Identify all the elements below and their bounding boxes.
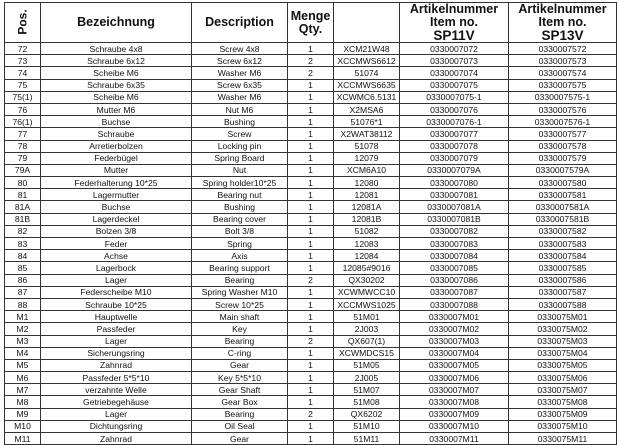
cell-sp13v: 0330007573	[509, 55, 617, 67]
cell-item-id: 51M05	[334, 359, 400, 371]
cell-item-id: X2MSA6	[334, 103, 400, 115]
table-row	[5, 384, 617, 396]
cell-bezeichnung: Mutter	[41, 164, 192, 176]
cell-qty: 1	[288, 420, 334, 432]
cell-description: Gear Box	[192, 396, 288, 408]
table-row	[5, 103, 617, 115]
cell-sp11v: 0330007088	[400, 298, 509, 310]
cell-qty: 2	[288, 67, 334, 79]
cell-sp13v: 0330075M01	[509, 311, 617, 323]
table-row	[5, 420, 617, 432]
cell-pos: M4	[5, 347, 41, 359]
table-row	[5, 286, 617, 298]
cell-bezeichnung: Federhalterung 10*25	[41, 177, 192, 189]
cell-pos: 75(1)	[5, 91, 41, 103]
cell-description: Nut	[192, 164, 288, 176]
table-row	[5, 152, 617, 164]
cell-sp13v: 0330075M10	[509, 420, 617, 432]
cell-qty: 2	[288, 55, 334, 67]
cell-item-id: X2WAT38112	[334, 128, 400, 140]
cell-bezeichnung: Buchse	[41, 116, 192, 128]
table-row	[5, 140, 617, 152]
cell-sp13v: 0330007584	[509, 250, 617, 262]
cell-qty: 1	[288, 177, 334, 189]
cell-pos: 86	[5, 274, 41, 286]
cell-description: Spring	[192, 238, 288, 250]
table-row	[5, 262, 617, 274]
cell-description: Nut M6	[192, 103, 288, 115]
cell-pos: 88	[5, 298, 41, 310]
cell-sp13v: 0330007575-1	[509, 91, 617, 103]
cell-bezeichnung: Passfeder	[41, 323, 192, 335]
cell-sp13v: 0330075M03	[509, 335, 617, 347]
cell-bezeichnung: Passfeder 5*5*10	[41, 372, 192, 384]
table-row	[5, 335, 617, 347]
cell-item-id: 51M10	[334, 420, 400, 432]
cell-description: Screw 6x35	[192, 79, 288, 91]
table-row	[5, 359, 617, 371]
cell-item-id: XCCMWS6635	[334, 79, 400, 91]
cell-sp11v: 0330007M02	[400, 323, 509, 335]
cell-qty: 2	[288, 335, 334, 347]
cell-sp13v: 0330007578	[509, 140, 617, 152]
cell-item-id: 51M08	[334, 396, 400, 408]
cell-qty: 1	[288, 225, 334, 237]
cell-sp13v: 0330007574	[509, 67, 617, 79]
cell-description: Screw 10*25	[192, 298, 288, 310]
cell-sp13v: 0330007577	[509, 128, 617, 140]
table-row	[5, 55, 617, 67]
cell-qty: 1	[288, 213, 334, 225]
cell-item-id: QX30202	[334, 274, 400, 286]
cell-qty: 1	[288, 311, 334, 323]
cell-sp13v: 0330007582	[509, 225, 617, 237]
cell-description: Spring Washer M10	[192, 286, 288, 298]
cell-item-id: XCCMWS6612	[334, 55, 400, 67]
cell-pos: 74	[5, 67, 41, 79]
cell-bezeichnung: Lagermutter	[41, 189, 192, 201]
cell-description: C-ring	[192, 347, 288, 359]
cell-sp11v: 0330007084	[400, 250, 509, 262]
cell-sp13v: 0330007581B	[509, 213, 617, 225]
cell-sp11v: 0330007081	[400, 189, 509, 201]
cell-item-id: 12085#9016	[334, 262, 400, 274]
cell-item-id: 12083	[334, 238, 400, 250]
cell-sp11v: 0330007076-1	[400, 116, 509, 128]
cell-bezeichnung: Feder	[41, 238, 192, 250]
cell-bezeichnung: Hauptwelle	[41, 311, 192, 323]
cell-pos: 81B	[5, 213, 41, 225]
table-row	[5, 128, 617, 140]
table-row	[5, 116, 617, 128]
cell-item-id: 51078	[334, 140, 400, 152]
cell-pos: 78	[5, 140, 41, 152]
table-row	[5, 323, 617, 335]
cell-item-id: XCWMC6.5131	[334, 91, 400, 103]
cell-qty: 1	[288, 347, 334, 359]
table-row	[5, 213, 617, 225]
table-row	[5, 91, 617, 103]
cell-bezeichnung: Schraube 4x8	[41, 43, 192, 55]
cell-pos: 76(1)	[5, 116, 41, 128]
table-row	[5, 347, 617, 359]
cell-description: Bearing cover	[192, 213, 288, 225]
table-row	[5, 79, 617, 91]
cell-bezeichnung: Schraube 6x12	[41, 55, 192, 67]
cell-description: Bearing	[192, 274, 288, 286]
cell-sp13v: 0330007575	[509, 79, 617, 91]
cell-item-id: 12081B	[334, 213, 400, 225]
cell-qty: 1	[288, 189, 334, 201]
cell-pos: M9	[5, 408, 41, 420]
cell-bezeichnung: Schraube 6x35	[41, 79, 192, 91]
cell-item-id: 2J005	[334, 372, 400, 384]
cell-description: Main shaft	[192, 311, 288, 323]
cell-item-id: 2J003	[334, 323, 400, 335]
cell-sp13v: 0330075M04	[509, 347, 617, 359]
cell-sp11v: 0330007M05	[400, 359, 509, 371]
cell-sp13v: 0330007581	[509, 189, 617, 201]
cell-description: Bearing	[192, 408, 288, 420]
cell-item-id: XCWMDCS15	[334, 347, 400, 359]
cell-qty: 1	[288, 152, 334, 164]
header-bezeichnung: Bezeichnung	[41, 3, 192, 43]
header-sp13v: Artikelnummer Item no. SP13V	[509, 3, 617, 43]
cell-sp13v: 0330075M02	[509, 323, 617, 335]
cell-description: Washer M6	[192, 67, 288, 79]
cell-description: Oil Seal	[192, 420, 288, 432]
cell-sp13v: 0330007587	[509, 286, 617, 298]
cell-sp11v: 0330007079A	[400, 164, 509, 176]
cell-pos: 82	[5, 225, 41, 237]
table-row	[5, 372, 617, 384]
cell-sp11v: 0330007076	[400, 103, 509, 115]
cell-bezeichnung: Lager	[41, 274, 192, 286]
cell-sp13v: 0330075M07	[509, 384, 617, 396]
parts-table-body	[5, 43, 617, 445]
table-row	[5, 408, 617, 420]
table-row	[5, 177, 617, 189]
cell-item-id: 51076*1	[334, 116, 400, 128]
cell-description: Gear	[192, 433, 288, 445]
cell-qty: 1	[288, 43, 334, 55]
cell-qty: 1	[288, 116, 334, 128]
cell-pos: M6	[5, 372, 41, 384]
cell-sp13v: 0330007572	[509, 43, 617, 55]
table-row	[5, 250, 617, 262]
cell-qty: 1	[288, 128, 334, 140]
cell-pos: M2	[5, 323, 41, 335]
cell-qty: 1	[288, 359, 334, 371]
cell-qty: 1	[288, 396, 334, 408]
header-pos: Pos.	[5, 3, 41, 43]
cell-sp13v: 0330007576-1	[509, 116, 617, 128]
cell-sp11v: 0330007087	[400, 286, 509, 298]
cell-sp11v: 0330007M11	[400, 433, 509, 445]
cell-pos: 73	[5, 55, 41, 67]
cell-pos: 85	[5, 262, 41, 274]
cell-sp11v: 0330007085	[400, 262, 509, 274]
cell-item-id: 51074	[334, 67, 400, 79]
cell-item-id: 12081A	[334, 201, 400, 213]
cell-bezeichnung: Arretierbolzen	[41, 140, 192, 152]
cell-qty: 1	[288, 164, 334, 176]
header-row	[5, 3, 617, 43]
table-row	[5, 201, 617, 213]
cell-bezeichnung: Schraube	[41, 128, 192, 140]
table-row	[5, 298, 617, 310]
cell-item-id: 12081	[334, 189, 400, 201]
cell-qty: 2	[288, 274, 334, 286]
cell-sp11v: 0330007075-1	[400, 91, 509, 103]
cell-bezeichnung: Scheibe M6	[41, 67, 192, 79]
parts-table	[4, 2, 617, 445]
cell-description: Key 5*5*10	[192, 372, 288, 384]
cell-description: Washer M6	[192, 91, 288, 103]
cell-pos: 84	[5, 250, 41, 262]
cell-pos: 79A	[5, 164, 41, 176]
cell-sp13v: 0330007586	[509, 274, 617, 286]
cell-qty: 1	[288, 91, 334, 103]
cell-sp11v: 0330007081B	[400, 213, 509, 225]
cell-bezeichnung: Federbügel	[41, 152, 192, 164]
cell-description: Bearing	[192, 335, 288, 347]
cell-bezeichnung: Zahnrad	[41, 433, 192, 445]
cell-sp13v: 0330075M05	[509, 359, 617, 371]
cell-pos: 81	[5, 189, 41, 201]
table-row	[5, 164, 617, 176]
cell-pos: 77	[5, 128, 41, 140]
cell-pos: M5	[5, 359, 41, 371]
cell-qty: 1	[288, 286, 334, 298]
cell-sp11v: 0330007M07	[400, 384, 509, 396]
cell-sp11v: 0330007086	[400, 274, 509, 286]
cell-pos: 80	[5, 177, 41, 189]
cell-sp11v: 0330007081A	[400, 201, 509, 213]
cell-description: Screw 6x12	[192, 55, 288, 67]
cell-bezeichnung: Bolzen 3/8	[41, 225, 192, 237]
cell-qty: 1	[288, 238, 334, 250]
cell-sp13v: 0330007579A	[509, 164, 617, 176]
cell-description: Spring Board	[192, 152, 288, 164]
cell-pos: M8	[5, 396, 41, 408]
header-item-id-blank	[334, 3, 400, 43]
header-sp11v: Artikelnummer Item no. SP11V	[400, 3, 509, 43]
cell-bezeichnung: Schraube 10*25	[41, 298, 192, 310]
cell-pos: M7	[5, 384, 41, 396]
cell-item-id: 51M11	[334, 433, 400, 445]
cell-description: Gear	[192, 359, 288, 371]
cell-description: Locking pin	[192, 140, 288, 152]
table-row	[5, 396, 617, 408]
cell-sp11v: 0330007078	[400, 140, 509, 152]
cell-bezeichnung: Lagerdeckel	[41, 213, 192, 225]
table-row	[5, 225, 617, 237]
cell-pos: 79	[5, 152, 41, 164]
cell-sp11v: 0330007M03	[400, 335, 509, 347]
cell-sp13v: 0330075M11	[509, 433, 617, 445]
cell-description: Axis	[192, 250, 288, 262]
cell-qty: 1	[288, 384, 334, 396]
cell-bezeichnung: Sicherungsring	[41, 347, 192, 359]
cell-item-id: XCM6A10	[334, 164, 400, 176]
cell-pos: 75	[5, 79, 41, 91]
cell-qty: 1	[288, 323, 334, 335]
cell-pos: 83	[5, 238, 41, 250]
cell-pos: 87	[5, 286, 41, 298]
cell-sp13v: 0330007579	[509, 152, 617, 164]
table-row	[5, 274, 617, 286]
header-description: Description	[192, 3, 288, 43]
cell-bezeichnung: Mutter M6	[41, 103, 192, 115]
cell-sp11v: 0330007M01	[400, 311, 509, 323]
cell-item-id: QX607(1)	[334, 335, 400, 347]
cell-item-id: 12084	[334, 250, 400, 262]
cell-item-id: 12080	[334, 177, 400, 189]
cell-pos: M3	[5, 335, 41, 347]
cell-sp13v: 0330007585	[509, 262, 617, 274]
cell-sp11v: 0330007075	[400, 79, 509, 91]
cell-sp13v: 0330007588	[509, 298, 617, 310]
cell-qty: 1	[288, 79, 334, 91]
cell-sp13v: 0330007580	[509, 177, 617, 189]
cell-bezeichnung: Lager	[41, 408, 192, 420]
cell-description: Bearing nut	[192, 189, 288, 201]
cell-bezeichnung: Buchse	[41, 201, 192, 213]
table-row	[5, 67, 617, 79]
cell-qty: 1	[288, 250, 334, 262]
cell-pos: 72	[5, 43, 41, 55]
cell-bezeichnung: Zahnrad	[41, 359, 192, 371]
cell-sp11v: 0330007M09	[400, 408, 509, 420]
cell-sp11v: 0330007082	[400, 225, 509, 237]
cell-sp11v: 0330007M06	[400, 372, 509, 384]
cell-bezeichnung: Getriebegehäuse	[41, 396, 192, 408]
cell-item-id: 51M01	[334, 311, 400, 323]
cell-sp11v: 0330007M04	[400, 347, 509, 359]
cell-description: Bushing	[192, 201, 288, 213]
cell-sp11v: 0330007079	[400, 152, 509, 164]
cell-qty: 1	[288, 140, 334, 152]
cell-pos: M11	[5, 433, 41, 445]
cell-sp11v: 0330007080	[400, 177, 509, 189]
cell-bezeichnung: Achse	[41, 250, 192, 262]
cell-description: Spring holder10*25	[192, 177, 288, 189]
cell-item-id: XCWMWCC10	[334, 286, 400, 298]
cell-pos: M10	[5, 420, 41, 432]
cell-sp11v: 0330007073	[400, 55, 509, 67]
table-row	[5, 238, 617, 250]
cell-sp13v: 0330075M06	[509, 372, 617, 384]
cell-qty: 2	[288, 408, 334, 420]
cell-qty: 1	[288, 262, 334, 274]
cell-bezeichnung: Lagerbock	[41, 262, 192, 274]
cell-sp11v: 0330007077	[400, 128, 509, 140]
cell-description: Screw	[192, 128, 288, 140]
header-qty: Menge Qty.	[288, 3, 334, 43]
cell-description: Bearing support	[192, 262, 288, 274]
cell-description: Key	[192, 323, 288, 335]
parts-list-sheet	[4, 2, 616, 445]
cell-bezeichnung: Lager	[41, 335, 192, 347]
cell-sp13v: 0330007576	[509, 103, 617, 115]
cell-pos: M1	[5, 311, 41, 323]
table-row	[5, 189, 617, 201]
cell-pos: 76	[5, 103, 41, 115]
cell-pos: 81A	[5, 201, 41, 213]
cell-sp13v: 0330075M08	[509, 396, 617, 408]
cell-sp13v: 0330007583	[509, 238, 617, 250]
cell-qty: 1	[288, 298, 334, 310]
cell-sp11v: 0330007072	[400, 43, 509, 55]
cell-sp11v: 0330007074	[400, 67, 509, 79]
cell-sp13v: 0330007581A	[509, 201, 617, 213]
cell-description: Screw 4x8	[192, 43, 288, 55]
cell-qty: 1	[288, 372, 334, 384]
cell-sp11v: 0330007083	[400, 238, 509, 250]
cell-bezeichnung: Dichtungsring	[41, 420, 192, 432]
cell-bezeichnung: verzahnte Welle	[41, 384, 192, 396]
table-row	[5, 311, 617, 323]
cell-item-id: XCM21W48	[334, 43, 400, 55]
cell-qty: 1	[288, 201, 334, 213]
cell-item-id: 51082	[334, 225, 400, 237]
cell-description: Gear Shaft	[192, 384, 288, 396]
cell-sp13v: 0330075M09	[509, 408, 617, 420]
cell-item-id: QX6202	[334, 408, 400, 420]
cell-sp11v: 0330007M10	[400, 420, 509, 432]
cell-qty: 1	[288, 103, 334, 115]
table-row	[5, 433, 617, 445]
cell-sp11v: 0330007M08	[400, 396, 509, 408]
cell-bezeichnung: Scheibe M6	[41, 91, 192, 103]
cell-item-id: XCCMWS1025	[334, 298, 400, 310]
cell-qty: 1	[288, 433, 334, 445]
table-row	[5, 43, 617, 55]
cell-item-id: 12079	[334, 152, 400, 164]
cell-item-id: 51M07	[334, 384, 400, 396]
cell-description: Bolt 3/8	[192, 225, 288, 237]
cell-description: Bushing	[192, 116, 288, 128]
cell-bezeichnung: Federscheibe M10	[41, 286, 192, 298]
